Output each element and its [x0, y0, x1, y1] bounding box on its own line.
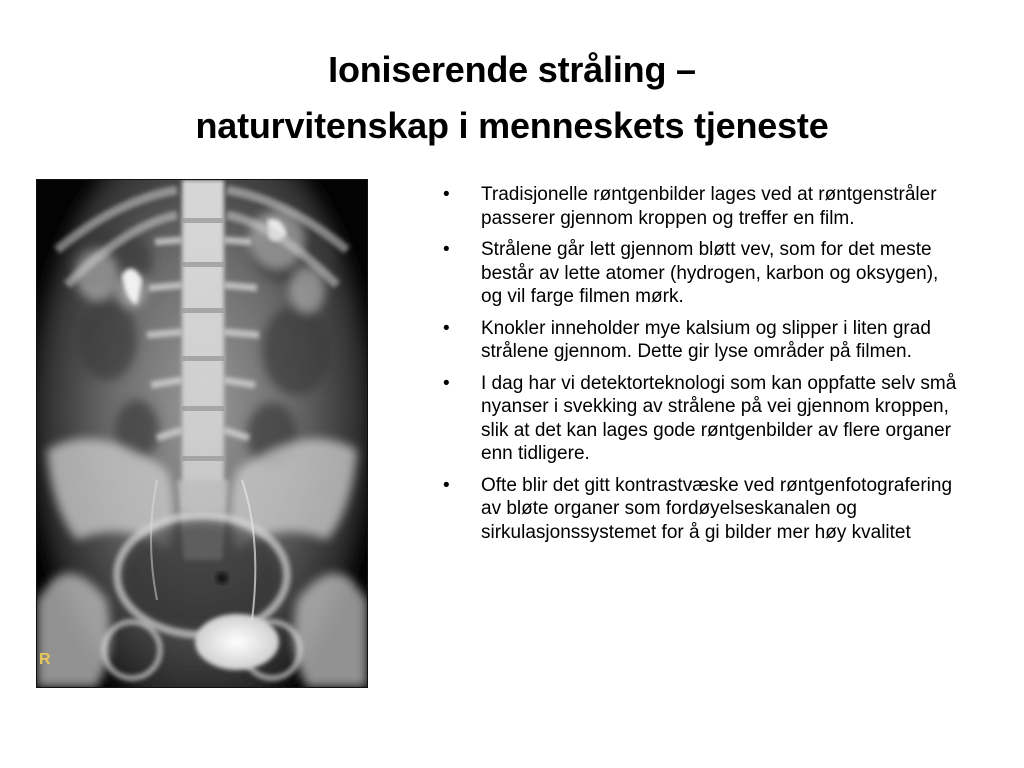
bullet-dot-icon: •	[443, 474, 450, 496]
bullet-dot-icon: •	[443, 184, 450, 205]
slide-title	[0, 42, 1024, 154]
bullet-item	[440, 317, 960, 364]
title-line-2: naturvitenskap i menneskets tjeneste	[195, 105, 829, 146]
bullet-dot-icon: •	[443, 372, 450, 394]
bullet-item	[440, 238, 960, 309]
xray-image	[36, 179, 368, 688]
bullet-dot-icon: •	[443, 317, 450, 339]
xray-abdomen-icon	[37, 180, 367, 687]
xray-side-marker: R	[39, 651, 51, 668]
bullet-item	[440, 372, 960, 466]
bullet-text: I dag har vi detektorteknologi som kan oppfatte selv små nyanser i svekking av strålene på vei gjennom kroppen, slik at det kan lages gode røntgenbilder av flere organer enn tidligere.	[481, 372, 957, 464]
title-line-1: Ioniserende stråling –	[328, 49, 696, 90]
bullet-text: Knokler inneholder mye kalsium og slipper i liten grad strålene gjennom. Dette gir lyse områder på filmen.	[481, 317, 931, 362]
bullet-text: Ofte blir det gitt kontrastvæske ved røntgenfotografering av bløte organer som fordøyelseskanalen og sirkulasjonssystemet for å gi bilder mer høy kvalitet	[481, 474, 953, 543]
bullet-text: Strålene går lett gjennom bløtt vev, som for det meste består av lette atomer (hydrogen, karbon og oksygen), og vil farge filmen mørk.	[481, 239, 939, 307]
bullet-list	[440, 183, 960, 552]
bullet-item	[440, 474, 960, 545]
bullet-item	[440, 183, 960, 230]
bullet-text: Tradisjonelle røntgenbilder lages ved at røntgenstråler passerer gjennom kroppen og treffer en film.	[481, 184, 937, 229]
bullet-dot-icon: •	[443, 239, 450, 260]
